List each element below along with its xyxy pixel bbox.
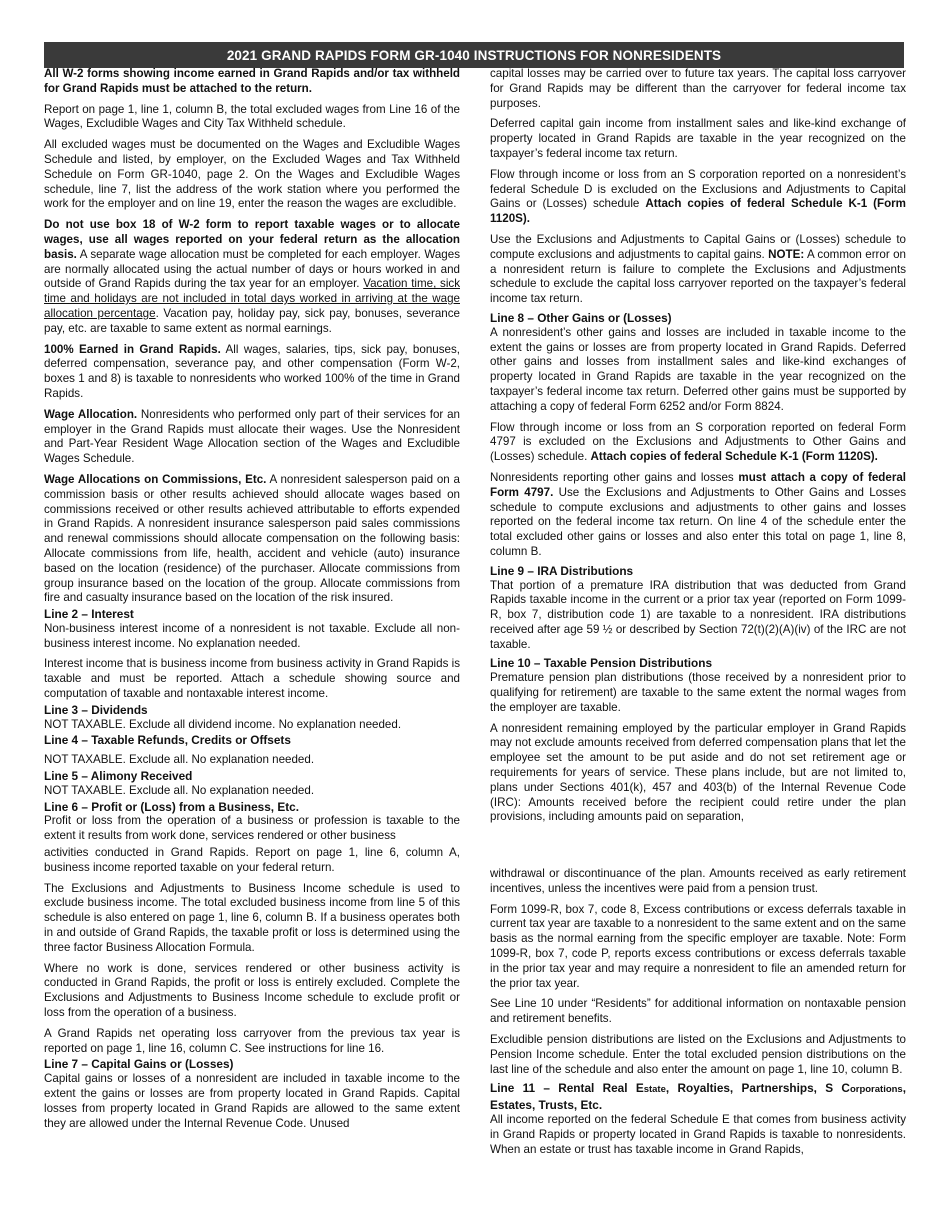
heading-text-small: orporations: [849, 1084, 903, 1096]
paragraph: Profit or loss from the operation of a business or profession is taxable to the extent it results from work done, services rendered or other business: [44, 814, 460, 843]
section-heading: Line 9 – IRA Distributions: [490, 563, 634, 578]
paragraph: Report on page 1, line 1, column B, the total excluded wages from Line 16 of the Wages, Excludible Wages and City Tax Withheld schedule.: [44, 102, 460, 131]
wage-allocation-basis-paragraph: [44, 218, 460, 336]
underlined-text: Vacation time, sick time and holidays are not included in total days worked in arriving at the wage allocation percentage: [44, 277, 460, 320]
bold-text: must attach a copy of federal Form 4797.: [490, 470, 907, 499]
paragraph: Excludible pension distributions are listed on the Exclusions and Adjustments to Pension Income schedule. Enter the total excluded pension distributions on the last line of the schedule and also enter the amount on page 1, line 10, column B.: [490, 1032, 906, 1076]
paragraph: See Line 10 under “Residents” for additional information on nontaxable pension and retirement benefits.: [490, 997, 906, 1026]
paragraph: activities conducted in Grand Rapids. Report on page 1, line 6, column A, business income reported taxable on your federal return.: [44, 846, 460, 874]
text: A nonresident salesperson paid on a commission basis or other results achieved should allocate wages based on commissions received or other results achieved attributable to efforts expended in Grand Rapids. A nonresident insurance salesperson paid sales commissions and renewal commissions should allocate compensation on the following basis: Allocate commissions from life, health, accident and vehicle (auto) insurance based on the location (residence) of the purchaser. Allocate commissions from group insurance based on the location of the group. Allocate commissions from fire and casualty insurance based on the location of the risk insured.: [44, 472, 460, 605]
bold-text: 100% Earned in Grand Rapids.: [44, 342, 221, 356]
section-heading: Line 2 – Interest: [44, 607, 134, 622]
bold-text: Wage Allocations on Commissions, Etc.: [44, 472, 267, 486]
heading-text: Line 11 – Rental Real E: [490, 1081, 644, 1096]
page-title: 2021 GRAND RAPIDS FORM GR-1040 INSTRUCTIONS FOR NONRESIDENTS: [44, 42, 904, 68]
paragraph: Where no work is done, services rendered or other business activity is conducted in Grand Rapids, the profit or loss is entirely excluded. Complete the Exclusions and Adjustments to Business Income schedule to exclude profit or loss from the operation of a business.: [44, 961, 460, 1020]
bold-text: Do not use box 18 of W-2 form to report taxable wages or to allocate wages, use all wages reported on your federal return as the allocation basis.: [44, 218, 460, 261]
bold-text: NOTE:: [768, 247, 805, 261]
section-heading: Line 7 – Capital Gains or (Losses): [44, 1057, 234, 1072]
text: . Vacation pay, holiday pay, sick pay, bonuses, severance pay, etc. are taxable to same extent as normal earnings.: [44, 306, 460, 335]
paragraph: Non-business interest income of a nonresident is not taxable. Exclude all non-business interest income. No explanation needed.: [44, 621, 460, 650]
paragraph: A nonresident’s other gains and losses are included in taxable income to the extent the gains or losses are from property located in Grand Rapids. Deferred other gains and losses from installment sales and like-kind exchanges of property located in Grand Rapids are taxable in the year recognized on the taxpayer’s federal income tax return. Deferred other gains must be supported by attaching a copy of federal Form 6252 and/or Form 8824.: [490, 325, 906, 413]
text: Nonresidents who performed only part of their services for an employer in the Grand Rapids must allocate their wages. Use the Nonresident and Part-Year Resident Wage Allocation section of the Wages and Excludible Wages Schedule.: [44, 407, 460, 466]
paragraph: A Grand Rapids net operating loss carryover from the previous tax year is reported on page 1, line 16, column C. See instructions for line 16.: [44, 1026, 460, 1055]
paragraph: Interest income that is business income from business activity in Grand Rapids is taxable and must be reported. Attach a schedule showing source and computation of taxable and nontaxable interest income.: [44, 657, 460, 701]
paragraph: withdrawal or discontinuance of the plan. Amounts received as early retirement incentives, unless the incentives were paid from a pension trust.: [490, 867, 906, 895]
text: A common error on a nonresident return is failure to complete the Exclusions and Adjustments schedule to exclude the capital loss carryover reported on the taxpayer’s federal income tax return.: [490, 247, 906, 306]
paragraph: All excluded wages must be documented on the Wages and Excludible Wages Schedule and listed, by employer, on the Excluded Wages and Tax Withheld Schedule on Form GR-1040, page 2. On the Wages and Excludible Wages schedule, line 7, list the address of the work station where you performed the work for the employer and on line 19, enter the reason the wages are excludible.: [44, 138, 460, 211]
right-column-upper: [490, 67, 906, 825]
section-heading: Line 4 – Taxable Refunds, Credits or Offsets: [44, 733, 291, 748]
paragraph: Form 1099-R, box 7, code 8, Excess contributions or excess deferrals taxable in current tax year are taxable to a nonresident to the same extent and on the same basis as the normal earning from the specific employer are taxable. Note: Form 1099-R, box 7, code P, reports excess contributions or excess deferrals taxable in the prior tax year and may require a nonresident to file an amended return for the prior tax year.: [490, 902, 906, 990]
section-heading: Line 8 – Other Gains or (Losses): [490, 310, 672, 325]
paragraph: [490, 471, 906, 560]
paragraph: NOT TAXABLE. Exclude all dividend income. No explanation needed.: [44, 717, 402, 731]
right-column-lower: [490, 867, 906, 1157]
paragraph: [44, 473, 460, 606]
paragraph: [490, 233, 906, 307]
bold-text: Attach copies of federal Schedule K-1 (Form 1120S).: [590, 450, 878, 464]
paragraph: [490, 168, 906, 227]
section-heading: Line 6 – Profit or (Loss) from a Business, Etc.: [44, 799, 299, 814]
section-heading: Line 10 – Taxable Pension Distributions: [490, 656, 713, 671]
text: Use the Exclusions and Adjustments to Other Gains and Losses schedule to compute exclusions and adjustments to other gains and losses reported on the federal income tax return. On line 4 of the schedule enter the total excluded other gains or losses and also enter this total on page 1, line 8, column B.: [490, 485, 907, 558]
paragraph: The Exclusions and Adjustments to Business Income schedule is used to exclude business income. The total excluded business income from line 5 of this schedule is also entered on page 1, line 6, column B. If a business operates both in and outside of Grand Rapids, the taxable profit or loss is determined using the three factor Business Allocation Formula.: [44, 881, 460, 954]
heading-text-small: state: [643, 1084, 666, 1096]
w2-attach-note: All W-2 forms showing income earned in Grand Rapids and/or tax withheld for Grand Rapids must be attached to the return.: [44, 67, 460, 95]
paragraph: [44, 408, 460, 467]
text: Flow through income or loss from an S corporation reported on a nonresident’s federal Schedule D is excluded on the Exclusions and Adjustments to Capital Gains or (Losses) schedule: [490, 167, 906, 211]
heading-text: , Royalties, Partnerships, S C: [665, 1081, 850, 1096]
bold-text: Wage Allocation.: [44, 407, 138, 421]
text: A separate wage allocation must be completed for each employer. Wages are normally allocated using the actual number of days or hours worked in and outside of Grand Rapids during the tax year for an employer.: [44, 247, 460, 291]
text: Use the Exclusions and Adjustments to Capital Gains or (Losses) schedule to compute exclusions and adjustments to capital gains.: [490, 232, 906, 261]
paragraph: NOT TAXABLE. Exclude all. No explanation needed.: [44, 753, 315, 767]
paragraph: All income reported on the federal Schedule E that comes from business activity in Grand Rapids or property located in Grand Rapids is taxable to nonresidents. When an estate or trust has taxable income in Grand Rapids,: [490, 1112, 906, 1156]
left-column: [44, 67, 460, 1131]
paragraph: Premature pension plan distributions (those received by a nonresident prior to qualifying for retirement) are taxable to the same extent the normal wages from the employer are taxable.: [490, 671, 906, 714]
paragraph: [490, 421, 906, 465]
heading-text: , Estates, Trusts, Etc.: [490, 1081, 906, 1113]
text: Flow through income or loss from an S corporation reported on federal Form 4797 is excluded on the Exclusions and Adjustments to Other Gains and (Losses) schedule.: [490, 420, 906, 464]
paragraph: Deferred capital gain income from installment sales and like-kind exchange of property located in Grand Rapids are taxable in the year recognized on the taxpayer’s federal income tax return.: [490, 117, 906, 160]
section-heading: [490, 1081, 906, 1113]
text: Nonresidents reporting other gains and losses: [490, 470, 739, 484]
section-heading: Line 3 – Dividends: [44, 702, 148, 717]
paragraph: A nonresident remaining employed by the particular employer in Grand Rapids may not exclude amounts received from deferred compensation plans that let the employee set the amount to be put aside and do not set retirement age or requirements for years of service. These plans include, but are not limited to, plans under Sections 401(k), 457 and 403(b) of the Internal Revenue Code (IRC): Amounts received before the recipient could retire under the plan provisions, including amounts paid on separation,: [490, 721, 906, 824]
section-heading: Line 5 – Alimony Received: [44, 769, 193, 784]
paragraph: That portion of a premature IRA distribution that was deducted from Grand Rapids taxable income in the current or a prior tax year (reported on Form 1099-R, box 7, distribution code 1) are taxable to a nonresident. IRA distributions received after age 59 ½ or described by Section 72(t)(2)(A)(iv) of the IRC are not taxable.: [490, 578, 906, 651]
paragraph: Capital gains or losses of a nonresident are included in taxable income to the extent the gains or losses are from property located in Grand Rapids. Capital losses from property located in Grand Rapids are allowed to the same extent they are allowed under the Internal Revenue Code. Unused: [44, 1072, 460, 1130]
paragraph: capital losses may be carried over to future tax years. The capital loss carryover for Grand Rapids may be different than the carryover for federal income tax purposes.: [490, 67, 906, 110]
paragraph: [44, 343, 460, 402]
paragraph: NOT TAXABLE. Exclude all. No explanation needed.: [44, 783, 315, 797]
text: All wages, salaries, tips, sick pay, bonuses, deferred compensation, severance pay, and other compensation (Form W-2, boxes 1 and 8) is taxable to nonresidents who worked 100% of the time in Grand Rapids.: [44, 342, 460, 400]
bold-text: Attach copies of federal Schedule K-1 (Form 1120S).: [490, 197, 906, 226]
